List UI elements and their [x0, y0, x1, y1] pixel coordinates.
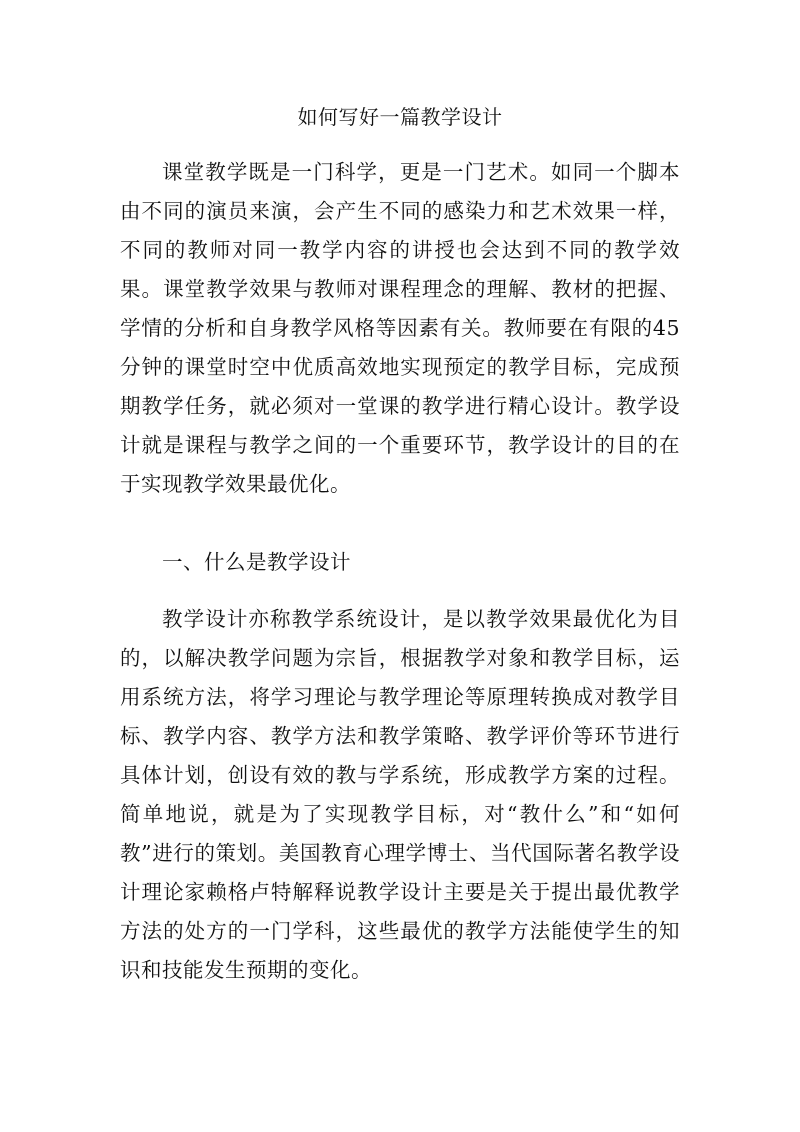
intro-paragraph: 课堂教学既是一门科学，更是一门艺术。如同一个脚本由不同的演员来演，会产生不同的感染力和艺术效果一样，不同的教师对同一教学内容的讲授也会达到不同的教学效果。课堂教学效果与教师对课程理念的理解、教材的把握、学情的分析和自身教学风格等因素有关。教师要在有限的45分钟的课堂时空中优质高效地实现预定的教学目标，完成预期教学任务，就必须对一堂课的教学进行精心设计。教学设计就是课程与教学之间的一个重要环节，教学设计的目的在于实现教学效果最优化。 — [120, 160, 680, 496]
section-heading: 一、什么是教学设计 — [162, 550, 351, 574]
document-title: 如何写好一篇教学设计 — [297, 105, 503, 129]
definition-paragraph: 教学设计亦称教学系统设计，是以教学效果最优化为目的，以解决教学问题为宗旨，根据教学对象和教学目标，运用系统方法，将学习理论与教学理论等原理转换成对教学目标、教学内容、教学方法和教学策略、教学评价等环节进行具体计划，创设有效的教与学系统，形成教学方案的过程。简单地说，就是为了实现教学目标，对“教什么”和“如何教”进行的策划。美国教育心理学博士、当代国际著名教学设计理论家赖格卢特解释说教学设计主要是关于提出最优教学方法的处方的一门学科，这些最优的教学方法能使学生的知识和技能发生预期的变化。 — [120, 607, 680, 982]
